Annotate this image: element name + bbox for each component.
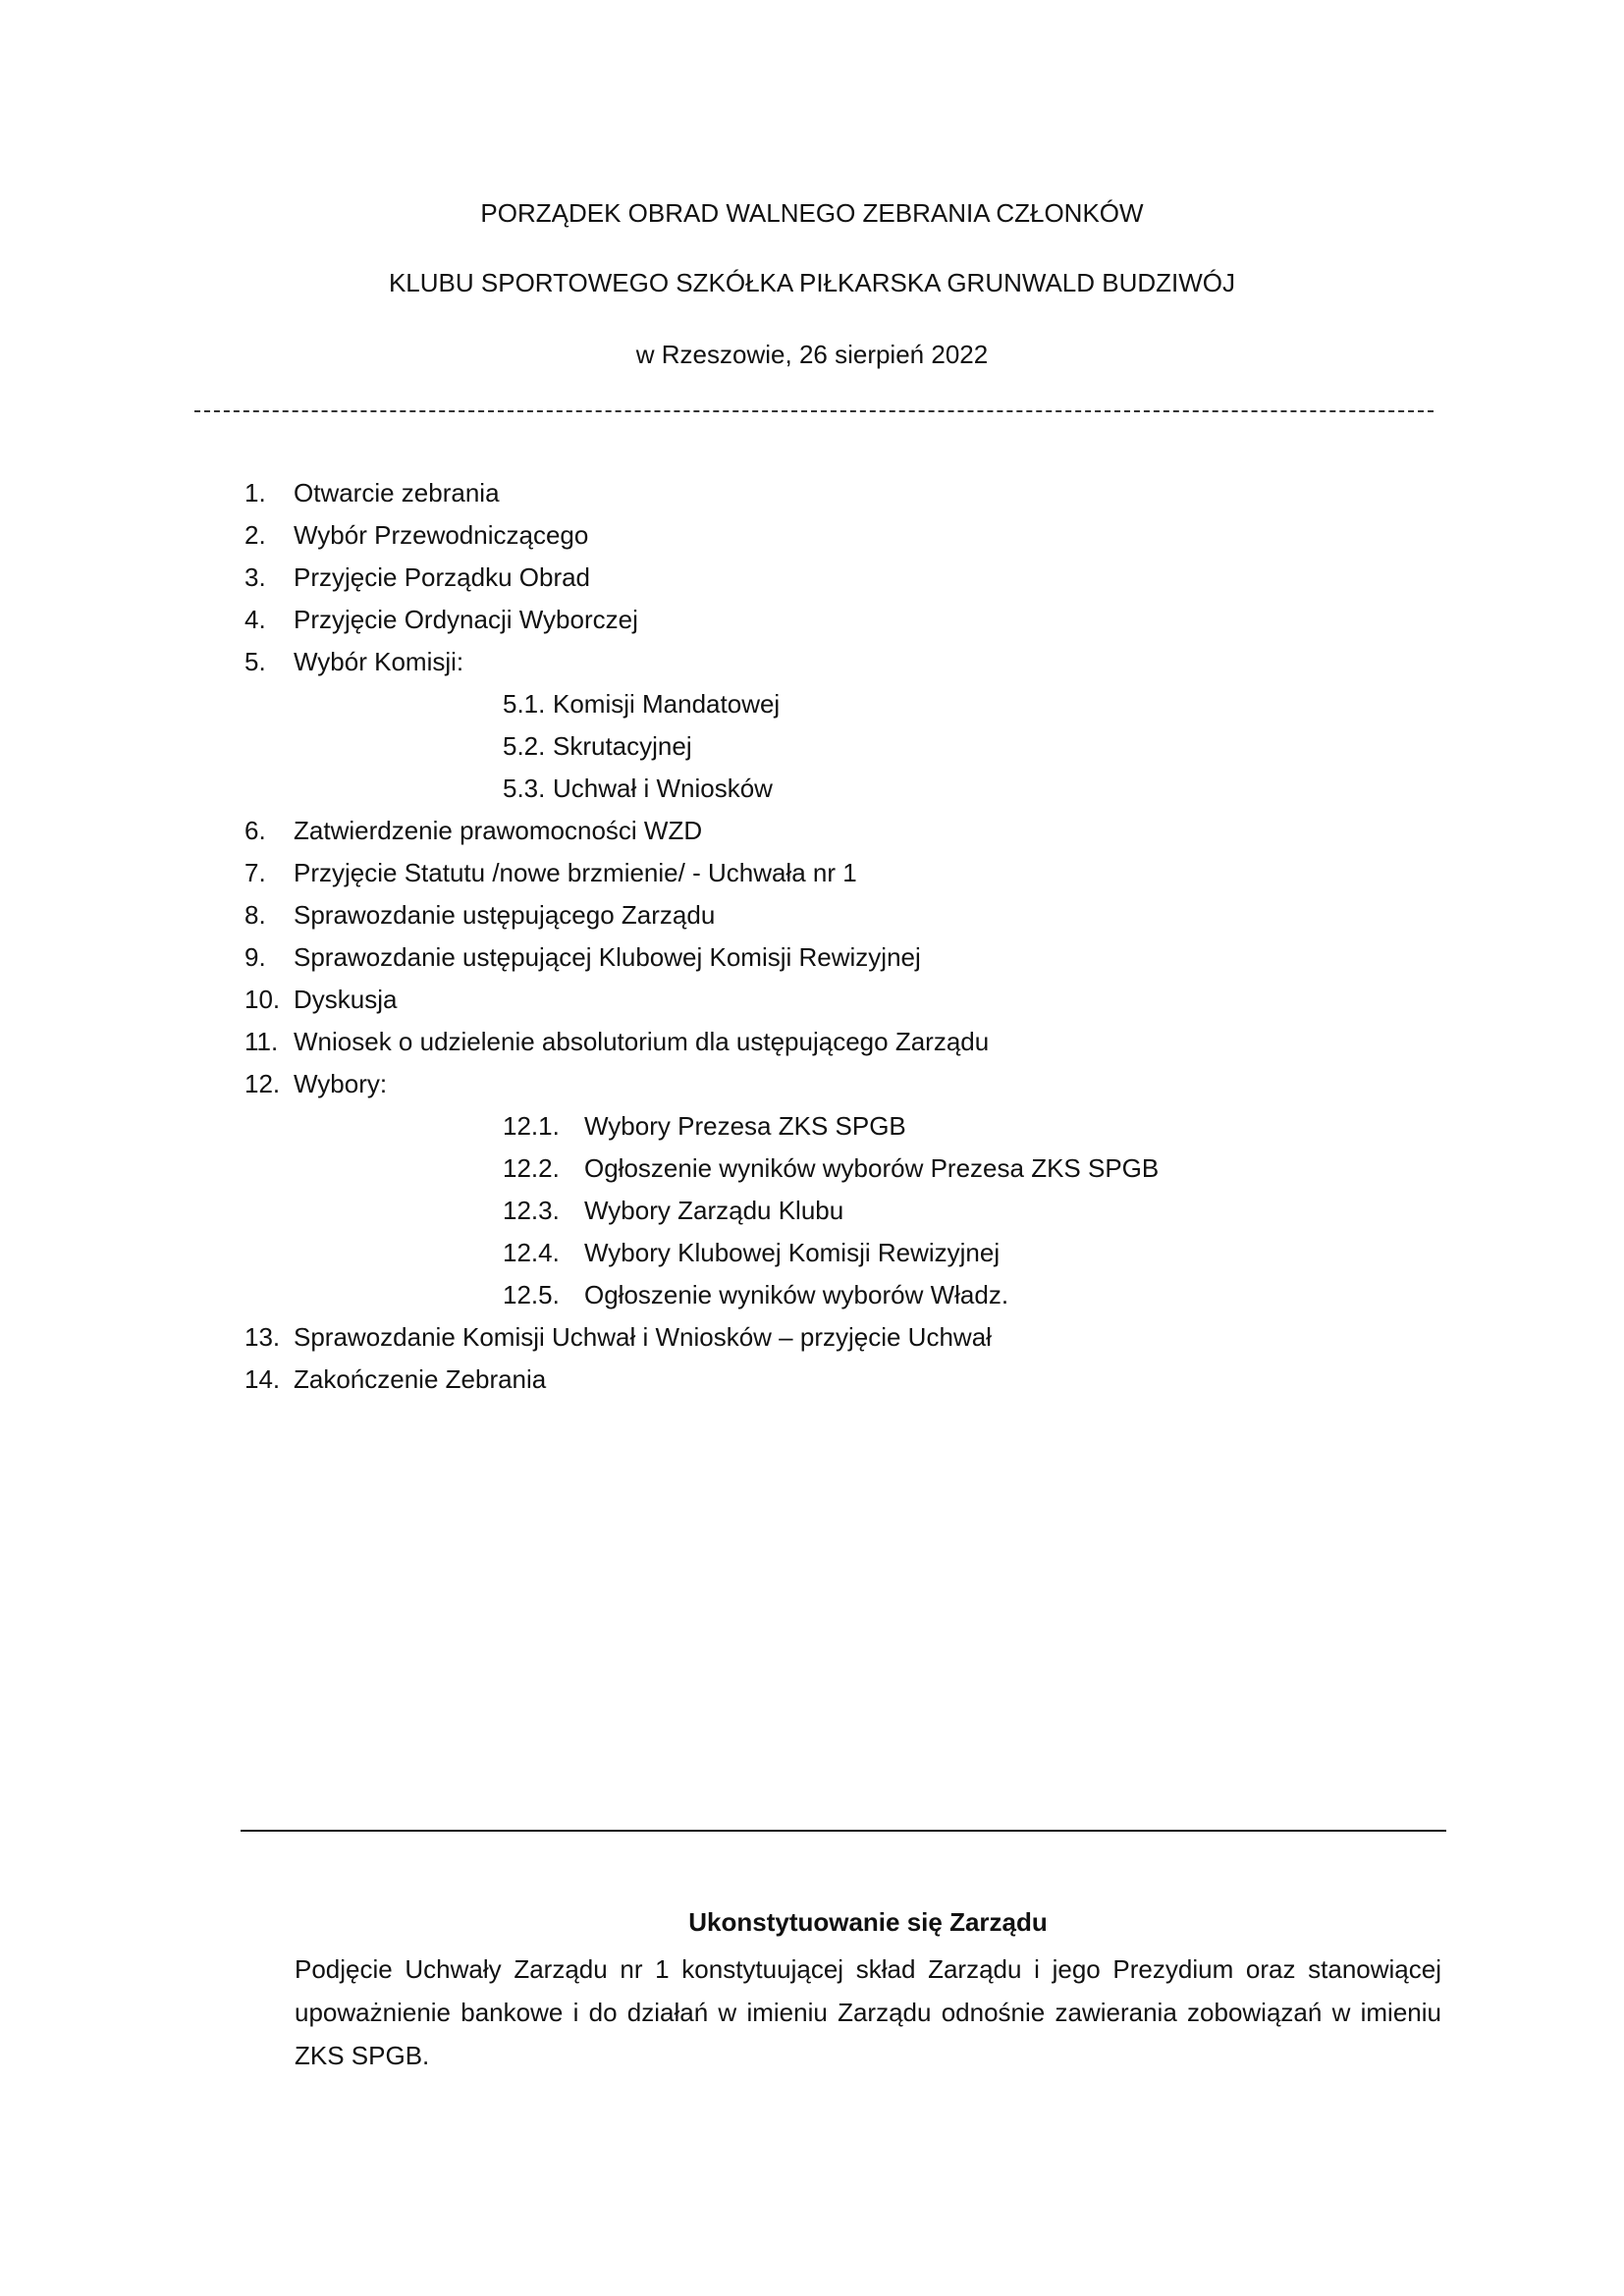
agenda-item-label: Wybór Przewodniczącego xyxy=(294,520,589,550)
dashed-separator xyxy=(194,410,1434,418)
agenda-subitem-label: Komisji Mandatowej xyxy=(553,689,781,719)
agenda-item-label: Przyjęcie Ordynacji Wyborczej xyxy=(294,605,638,634)
agenda-item-number: 8. xyxy=(244,900,266,930)
agenda-item-number: 10. xyxy=(244,985,281,1014)
agenda-subitem-label: Uchwał i Wniosków xyxy=(553,774,773,803)
agenda-item-number: 13. xyxy=(244,1322,281,1352)
agenda-item-number: 1. xyxy=(244,478,266,507)
agenda-item-label: Zatwierdzenie prawomocności WZD xyxy=(294,816,703,845)
agenda-item-number: 5. xyxy=(244,647,266,676)
section-divider xyxy=(241,1830,1446,1832)
agenda-item-label: Dyskusja xyxy=(294,985,398,1014)
place-date: w Rzeszowie, 26 sierpień 2022 xyxy=(635,340,989,369)
agenda-item-number: 3. xyxy=(244,562,266,592)
agenda-item-label: Zakończenie Zebrania xyxy=(294,1364,547,1394)
agenda-item-number: 12. xyxy=(244,1069,281,1098)
agenda-item-label: Przyjęcie Statutu /nowe brzmienie/ - Uchwała nr 1 xyxy=(294,858,857,887)
agenda-item-number: 2. xyxy=(244,520,266,550)
agenda-subitem-number: 5.3. xyxy=(503,774,546,803)
agenda-item-label: Wybór Komisji: xyxy=(294,647,464,676)
agenda-item-number: 11. xyxy=(244,1027,279,1056)
agenda-item-label: Wybory: xyxy=(294,1069,388,1098)
agenda-item-number: 9. xyxy=(244,942,266,972)
agenda-subitem-label: Wybory Zarządu Klubu xyxy=(584,1196,844,1225)
agenda-subitem-label: Ogłoszenie wyników wyborów Prezesa ZKS SPGB xyxy=(584,1153,1160,1183)
agenda-subitem-label: Ogłoszenie wyników wyborów Władz. xyxy=(584,1280,1009,1309)
agenda-subitem-number: 5.2. xyxy=(503,731,546,761)
agenda-subitem-number: 12.2. xyxy=(503,1153,560,1183)
agenda-subitem-number: 12.5. xyxy=(503,1280,560,1309)
agenda-item-label: Przyjęcie Porządku Obrad xyxy=(294,562,591,592)
agenda-item-label: Otwarcie zebrania xyxy=(294,478,500,507)
club-name: KLUBU SPORTOWEGO SZKÓŁKA PIŁKARSKA GRUNWALD BUDZIWÓJ xyxy=(388,268,1236,297)
section-body: Podjęcie Uchwały Zarządu nr 1 konstytuującej skład Zarządu i jego Prezydium oraz stanowiącej upoważnienie bankowe i do działań w imieniu Zarządu odnośnie zawierania zobowiązań w imieniu ZKS SPGB. xyxy=(295,1954,1441,2070)
agenda-item-label: Wniosek o udzielenie absolutorium dla ustępującego Zarządu xyxy=(294,1027,990,1056)
agenda-item-label: Sprawozdanie ustępującej Klubowej Komisji Rewizyjnej xyxy=(294,942,921,972)
agenda-subitem-number: 12.1. xyxy=(503,1111,560,1141)
agenda-item-number: 7. xyxy=(244,858,266,887)
agenda-subitem-number: 12.4. xyxy=(503,1238,560,1267)
agenda-subitem-label: Skrutacyjnej xyxy=(553,731,692,761)
agenda-subitem-label: Wybory Klubowej Komisji Rewizyjnej xyxy=(584,1238,1001,1267)
document-title: PORZĄDEK OBRAD WALNEGO ZEBRANIA CZŁONKÓW xyxy=(480,198,1144,228)
agenda-subitem-number: 5.1. xyxy=(503,689,546,719)
agenda-item-number: 6. xyxy=(244,816,266,845)
section-title: Ukonstytuowanie się Zarządu xyxy=(688,1907,1048,1937)
agenda-item-number: 14. xyxy=(244,1364,281,1394)
agenda-item-label: Sprawozdanie ustępującego Zarządu xyxy=(294,900,716,930)
agenda-subitem-number: 12.3. xyxy=(503,1196,560,1225)
agenda-item-number: 4. xyxy=(244,605,266,634)
agenda-item-label: Sprawozdanie Komisji Uchwał i Wniosków – przyjęcie Uchwał xyxy=(294,1322,992,1352)
agenda-subitem-label: Wybory Prezesa ZKS SPGB xyxy=(584,1111,906,1141)
